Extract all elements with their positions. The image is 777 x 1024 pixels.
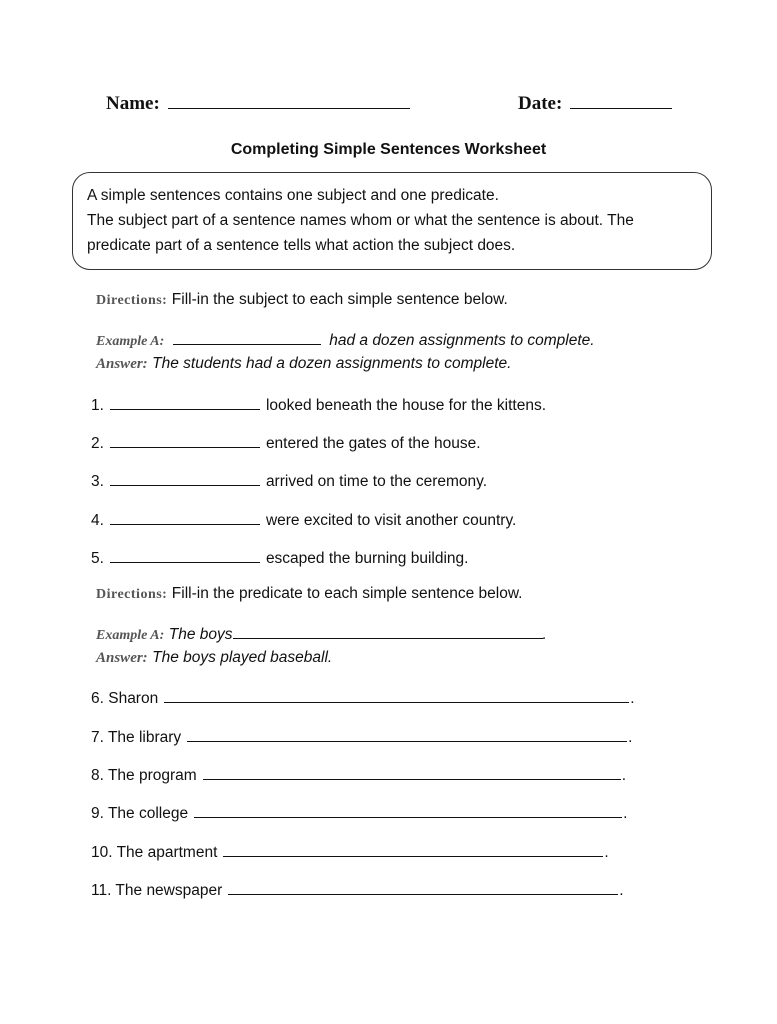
worksheet-title: Completing Simple Sentences Worksheet — [230, 141, 547, 158]
item-number: 5. — [91, 550, 104, 567]
answer-2 — [96, 649, 332, 667]
answer-label: Answer: — [96, 650, 148, 666]
example-blank — [173, 330, 321, 345]
answer-1 — [96, 355, 511, 373]
directions-label: Directions: — [96, 293, 168, 308]
list-item — [91, 803, 627, 823]
item-text: entered the gates of the house. — [265, 435, 481, 452]
directions-label: Directions: — [96, 587, 168, 602]
example-text: had a dozen assignments to complete. — [329, 332, 595, 349]
date-label: Date: — [518, 93, 563, 114]
item-text: 6. Sharon — [91, 690, 159, 707]
list-item — [91, 765, 626, 785]
example-text: The boys — [168, 626, 233, 643]
example-label: Example A: — [96, 334, 165, 349]
subject-blank[interactable] — [110, 548, 260, 563]
item-number: 2. — [91, 435, 104, 452]
subject-blank[interactable] — [110, 471, 260, 486]
list-item — [91, 880, 624, 900]
directions-text: Fill-in the predicate to each simple sentence below. — [171, 585, 523, 602]
predicate-blank[interactable] — [203, 765, 621, 780]
item-text: were excited to visit another country. — [265, 512, 517, 529]
predicate-blank[interactable] — [194, 803, 622, 818]
example-1 — [96, 330, 595, 350]
item-text: looked beneath the house for the kittens. — [265, 397, 546, 414]
predicate-blank[interactable] — [187, 727, 627, 742]
definition-line-3: predicate part of a sentence tells what action the subject does. — [87, 237, 516, 254]
list-item — [91, 688, 635, 708]
list-item — [91, 548, 468, 568]
subject-blank[interactable] — [110, 510, 260, 525]
item-period: . — [623, 805, 628, 822]
item-number: 3. — [91, 473, 104, 490]
item-text: 10. The apartment — [91, 844, 218, 861]
name-label: Name: — [106, 93, 160, 114]
item-text: 8. The program — [91, 767, 197, 784]
item-period: . — [628, 729, 633, 746]
date-field — [518, 92, 672, 115]
item-text: 11. The newspaper — [91, 882, 223, 899]
directions-2 — [96, 585, 522, 603]
item-period: . — [621, 767, 626, 784]
list-item — [91, 727, 632, 747]
list-item — [91, 842, 609, 862]
answer-label: Answer: — [96, 356, 148, 372]
item-period: . — [619, 882, 624, 899]
item-period: . — [630, 690, 635, 707]
item-text: 7. The library — [91, 729, 182, 746]
item-period: . — [604, 844, 609, 861]
item-text: escaped the burning building. — [265, 550, 469, 567]
date-blank[interactable] — [570, 92, 672, 109]
example-label: Example A: — [96, 628, 165, 643]
subject-blank[interactable] — [110, 433, 260, 448]
name-blank[interactable] — [168, 92, 410, 109]
example-blank — [233, 624, 543, 639]
directions-1 — [96, 291, 508, 309]
predicate-blank[interactable] — [223, 842, 603, 857]
predicate-blank[interactable] — [228, 880, 618, 895]
example-2 — [96, 624, 547, 644]
item-text: 9. The college — [91, 805, 189, 822]
answer-text: The boys played baseball. — [152, 649, 333, 666]
example-period: . — [542, 626, 547, 643]
predicate-blank[interactable] — [164, 688, 629, 703]
list-item — [91, 395, 546, 415]
list-item — [91, 471, 487, 491]
item-number: 4. — [91, 512, 104, 529]
name-field — [106, 92, 410, 115]
answer-text: The students had a dozen assignments to complete. — [152, 355, 512, 372]
list-item — [91, 510, 516, 530]
definition-line-2: The subject part of a sentence names whom or what the sentence is about. The — [87, 212, 634, 229]
subject-blank[interactable] — [110, 395, 260, 410]
list-item — [91, 433, 481, 453]
item-number: 1. — [91, 397, 104, 414]
definition-line-1: A simple sentences contains one subject and one predicate. — [87, 187, 499, 204]
item-text: arrived on time to the ceremony. — [265, 473, 488, 490]
definition-box — [72, 172, 712, 270]
directions-text: Fill-in the subject to each simple sentence below. — [171, 291, 508, 308]
